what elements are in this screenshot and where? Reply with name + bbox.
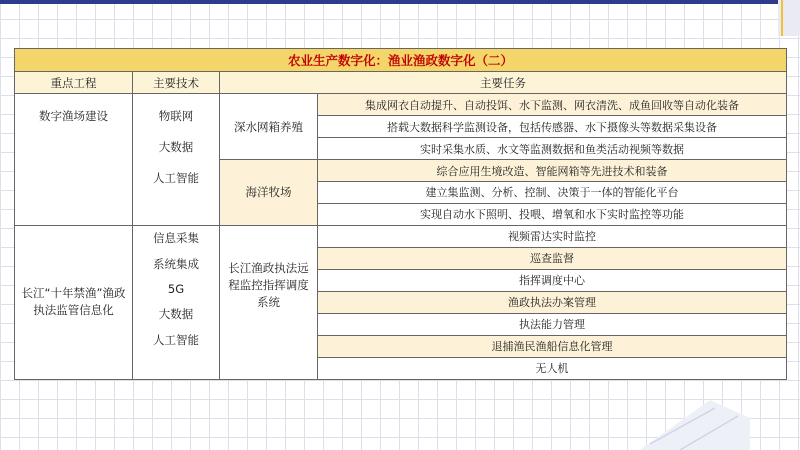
tech-item: 信息采集 (153, 230, 199, 245)
task-row: 综合应用生境改造、智能网箱等先进技术和装备 (318, 160, 787, 182)
header-main-tasks: 主要任务 (220, 72, 787, 94)
tech-item: 物联网 (158, 109, 194, 124)
project-digital-fish-farm: 数字渔场建设 (15, 94, 133, 226)
system-deep-sea-cage: 深水网箱养殖 (220, 94, 318, 160)
project-yangtze-fishing-ban: 长江“十年禁渔”渔政执法监管信息化 (15, 225, 133, 379)
task-row: 集成网衣自动提升、自动投饵、水下监测、网衣清洗、成鱼回收等自动化装备 (318, 94, 787, 116)
tech-item: 5G (167, 281, 185, 296)
task-row: 渔政执法办案管理 (318, 291, 787, 313)
table-title: 农业生产数字化：渔业渔政数字化（二） (15, 49, 787, 72)
task-row: 执法能力管理 (318, 313, 787, 335)
task-row: 实时采集水质、水文等监测数据和鱼类活动视频等数据 (318, 138, 787, 160)
task-row: 实现自动水下照明、投喂、增氧和水下实时监控等功能 (318, 203, 787, 225)
system-marine-ranch: 海洋牧场 (220, 160, 318, 226)
corner-accent-shape (772, 0, 800, 36)
task-row: 指挥调度中心 (318, 269, 787, 291)
task-row: 搭载大数据科学监测设备，包括传感器、水下摄像头等数据采集设备 (318, 116, 787, 138)
task-row: 建立集监测、分析、控制、决策于一体的智能化平台 (318, 182, 787, 204)
header-main-tech: 主要技术 (133, 72, 220, 94)
tech-item: 大数据 (158, 306, 194, 321)
digital-fishery-table (14, 48, 787, 380)
task-row: 视频雷达实时监控 (318, 225, 787, 247)
task-row: 无人机 (318, 357, 787, 379)
tech-item: 系统集成 (153, 256, 199, 271)
tech-list-yangtze (133, 225, 220, 379)
task-row: 巡查监督 (318, 247, 787, 269)
tech-item: 大数据 (158, 140, 194, 155)
tech-list-fish-farm (133, 94, 220, 226)
task-row: 退捕渔民渔船信息化管理 (318, 335, 787, 357)
decorative-shape (620, 380, 750, 450)
tech-item: 人工智能 (153, 332, 199, 347)
tech-item: 人工智能 (153, 171, 199, 186)
system-yangtze-remote-command: 长江渔政执法远程监控指挥调度系统 (220, 225, 318, 379)
header-key-project: 重点工程 (15, 72, 133, 94)
top-accent-bar (0, 0, 800, 4)
